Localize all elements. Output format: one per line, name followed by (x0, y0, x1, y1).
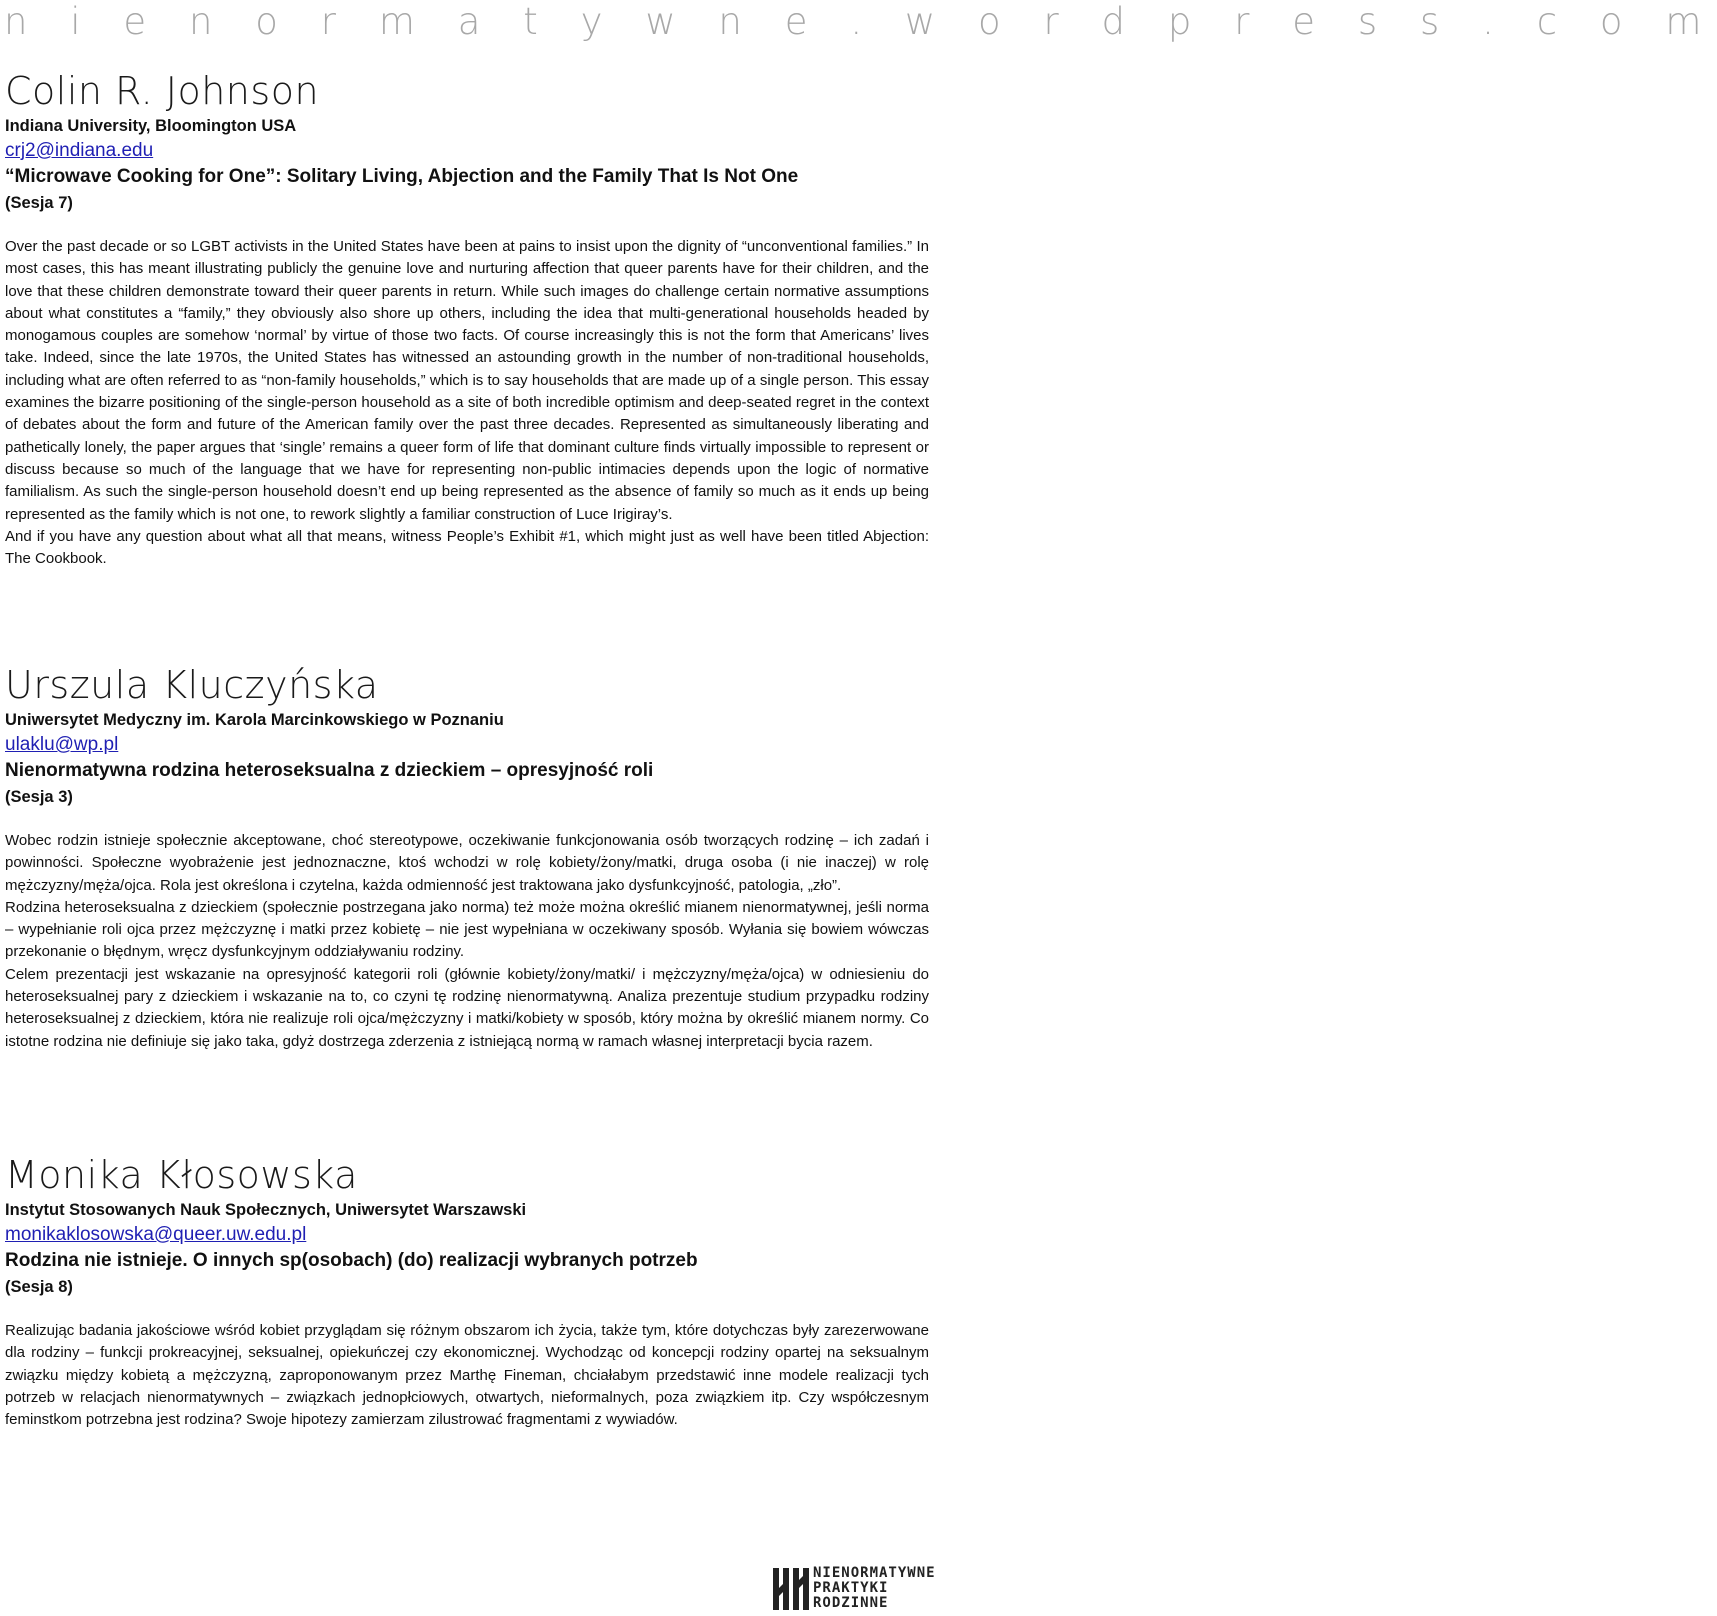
logo-line: PRAKTYKI (813, 1580, 889, 1596)
session-label: (Sesja 8) (5, 1278, 73, 1296)
abstract-text (5, 830, 929, 1053)
talk-title: Nienormatywna rodzina heteroseksualna z dzieckiem – opresyjność roli (5, 760, 654, 781)
session-label: (Sesja 3) (5, 788, 73, 806)
abstract-paragraph: And if you have any question about what all that means, witness People’s Exhibit #1, which might just as well have been titled Abjection: The Cookbook. (5, 527, 929, 568)
author-affiliation: Instytut Stosowanych Nauk Społecznych, Uniwersytet Warszawski (5, 1201, 527, 1219)
author-email-link[interactable]: monikaklosowska@queer.uw.edu.pl (5, 1224, 307, 1245)
author-name: Urszula Kluczyńska (5, 663, 379, 707)
abstract-paragraph: Over the past decade or so LGBT activists in the United States have been at pains to insist upon the dignity of “unconventional families.” In most cases, this has meant illustrating publicly the genuine love and nurturing affection that queer parents have for their children, and the love that these children demonstrate toward their queer parents in return. While such images do challenge certain normative assumptions about what constitutes a “family,” they obviously also shore up others, including the idea that multi-generational households headed by monogamous couples are somehow ‘normal’ by virtue of those two facts. Of course increasingly this is not the form that Americans’ lives take. Indeed, since the late 1970s, the United States has witnessed an astounding growth in the number of non-traditional households, including what are often referred to as “non-family households,” which is to say households that are made up of a single person. This essay examines the bizarre positioning of the single-person household as a site of both incredible optimism and deep-seated regret in the context of debates about the form and future of the American family over the past three decades. Represented as simultaneously liberating and pathetically lonely, the paper argues that ‘single’ remains a queer form of life that dominant culture finds virtually impossible to represent or discuss because so much of the language that we have for representing non-public intimacies depends upon the logic of normative familialism. As such the single-person household doesn’t end up being represented as the absence of family so much as it ends up being represented as the family which is not one, to rework slightly a familiar construction of Luce Irigiray’s. (5, 238, 929, 523)
logo-wordmark (813, 1566, 936, 1611)
abstract-paragraph: Rodzina heteroseksualna z dzieckiem (społecznie postrzegana jako norma) też może można określić mianem nienormatywnej, jeśli norma – wypełnianie roli ojca przez mężczyznę i matki przez kobietę – nie jest wypełniana w oczekiwany sposób. Wyłania się bowiem wówczas przekonanie o błędnym, wręcz dysfunkcyjnym oddziaływaniu rodziny. (5, 898, 929, 961)
author-affiliation: Uniwersytet Medyczny im. Karola Marcinkowskiego w Poznaniu (5, 711, 504, 729)
author-affiliation: Indiana University, Bloomington USA (5, 117, 297, 135)
talk-title: “Microwave Cooking for One”: Solitary Living, Abjection and the Family That Is Not One (5, 166, 799, 187)
abstract-paragraph: Realizując badania jakościowe wśród kobiet przyglądam się różnym obszarom ich życia, także tym, które dotychczas były zarezerwowane dla rodziny – funkcji prokreacyjnej, seksualnej, opiekuńczej czy ekonomicznej. Wychodząc od koncepcji rodziny opartej na seksualnym związku między kobietą a mężczyzną, zaproponowanym przez Marthę Fineman, chciałabym przedstawić inne modele realizacji tych potrzeb w relacjach nienormatywnych – związkach jednopłciowych, otwartych, nieformalnych, poza związkiem itp. Czy współczesnym feminstkom potrzebna jest rodzina? Swoje hipotezy zamierzam zilustrować fragmentami z wywiadów. (5, 1322, 929, 1429)
logo-line: RODZINNE (813, 1595, 889, 1611)
talk-title: Rodzina nie istnieje. O innych sp(osobach) (do) realizacji wybranych potrzeb (5, 1250, 698, 1271)
abstract-entry (5, 1152, 929, 1431)
conference-logo (773, 1566, 953, 1612)
abstract-paragraph: Celem prezentacji jest wskazanie na opresyjność kategorii roli (głównie kobiety/żony/matki/ i mężczyzny/męża/ojca) w odniesieniu do heteroseksualnej pary z dzieckiem i wskazanie na to, co czyni tę rodzinę nienormatywną. Analiza prezentuje studium przypadku rodziny heteroseksualnej z dzieckiem, która nie realizuje roli ojca/mężczyzny i matki/kobiety w sposób, który można by określić mianem normy. Co istotne rodzina nie definiuje się jako taka, gdyż dostrzega zderzenia z istniejącą normą w ramach własnej interpretacji bycia razem. (5, 965, 929, 1050)
author-email-link[interactable]: crj2@indiana.edu (5, 140, 154, 161)
abstract-paragraph: Wobec rodzin istnieje społecznie akceptowane, choć stereotypowe, oczekiwanie funkcjonowania osób tworzących rodzinę – ich zadań i powinności. Społeczne wyobrażenie jest jednoznaczne, ktoś wchodzi w rolę kobiety/żony/matki, druga osoba (i nie inaczej) w rolę mężczyzny/męża/ojca. Rola jest określona i czytelna, każda odmienność jest traktowana jako dysfunkcyjność, patologia, „zło”. (5, 832, 929, 894)
abstract-text (5, 236, 929, 570)
author-name: Colin R. Johnson (5, 69, 320, 113)
abstract-entry (5, 662, 929, 1053)
logo-line: NIENORMATYWNE (813, 1565, 936, 1581)
session-label: (Sesja 7) (5, 194, 73, 212)
abstract-text (5, 1320, 929, 1431)
site-header-url: n i e n o r m a t y w n e . w o r d p r e s s . c o m (4, 0, 1717, 43)
author-name: Monika Kłosowska (5, 1153, 358, 1197)
logo-mark-icon (773, 1566, 809, 1612)
author-email-link[interactable]: ulaklu@wp.pl (5, 734, 119, 755)
abstract-entry (5, 68, 929, 570)
